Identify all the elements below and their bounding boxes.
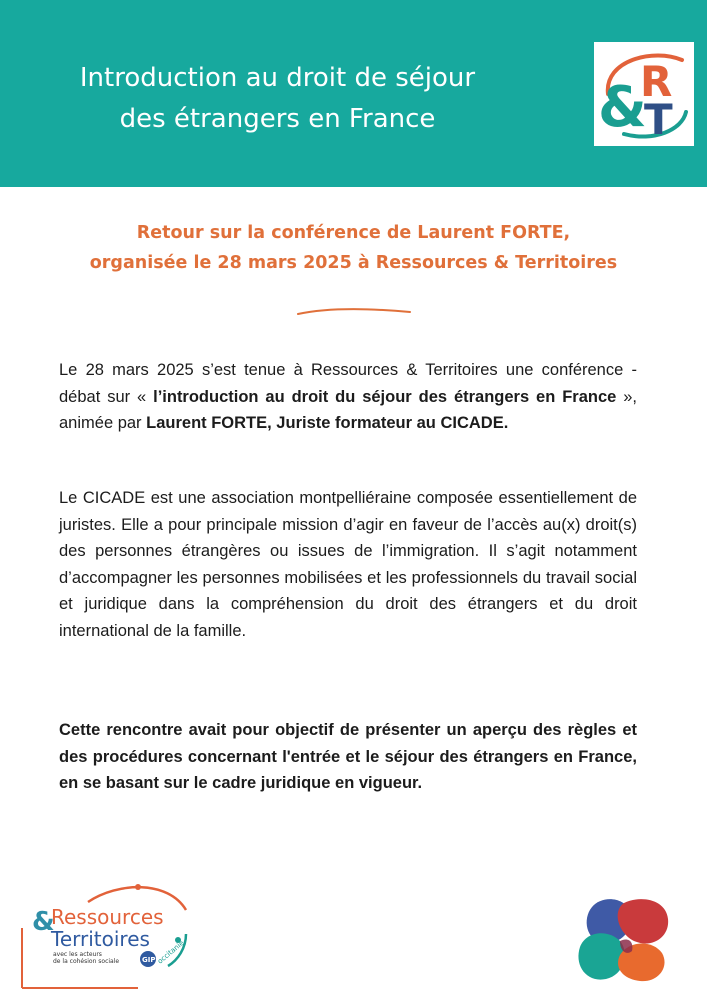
colored-blobs-icon [572,893,672,985]
logo-letter-t: T [644,95,673,144]
ressources-territoires-logo-icon [18,880,193,997]
logo-tagline-1: avec les acteurs [53,951,102,958]
intro-text-1: Le 28 mars 2025 s’est tenue à Ressources & Territoires une conférence - débat sur « [59,361,637,406]
logo-region: occitanie [156,939,186,966]
header-banner [0,0,707,187]
logo-word-ressources: Ressources [51,905,164,929]
logo-word-territoires: Territoires [51,927,150,951]
page-title-line1: Introduction au droit de séjour [79,63,476,93]
intro-text-2: », animée par [59,387,637,432]
objective-paragraph: Cette rencontre avait pour objectif de présenter un aperçu des règles et des procédures concernant l'entrée et le séjour des étrangers en France, en se basant sur le cadre juridique en vigueur. [59,721,637,792]
cicade-paragraph: Le CICADE est une association montpelliéraine composée essentiellement de juristes. Elle a pour principale mission d’agir en faveur de l’accès au(x) droit(s) des personnes étrangères ou issues de l’immigration. Il s’agit notamment d’accompagner les personnes mobilisées et les professionnels du travail social et juridique dans la compréhension du droit des étrangers et du droit international de la famille. [59,489,637,640]
logo-tagline-2: de la cohésion sociale [53,958,120,965]
logo-gip-badge: GIP [142,956,156,964]
intro-speaker: Laurent FORTE, Juriste formateur au CICADE. [146,414,509,432]
svg-text:&: & [32,907,55,937]
logo-ampersand: & [598,75,647,140]
subtitle-line1: Retour sur la conférence de Laurent FORTE, [136,223,571,243]
logo-letter-r: R [640,57,673,106]
subtitle-line2: organisée le 28 mars 2025 à Ressources & Territoires [89,253,618,273]
r-and-t-logo-icon [594,42,694,146]
intro-topic: l’introduction au droit du séjour des étrangers en France [153,387,617,406]
intro-paragraph [59,357,637,437]
page-title-line2: des étrangers en France [119,104,436,134]
decorative-divider [296,306,412,318]
